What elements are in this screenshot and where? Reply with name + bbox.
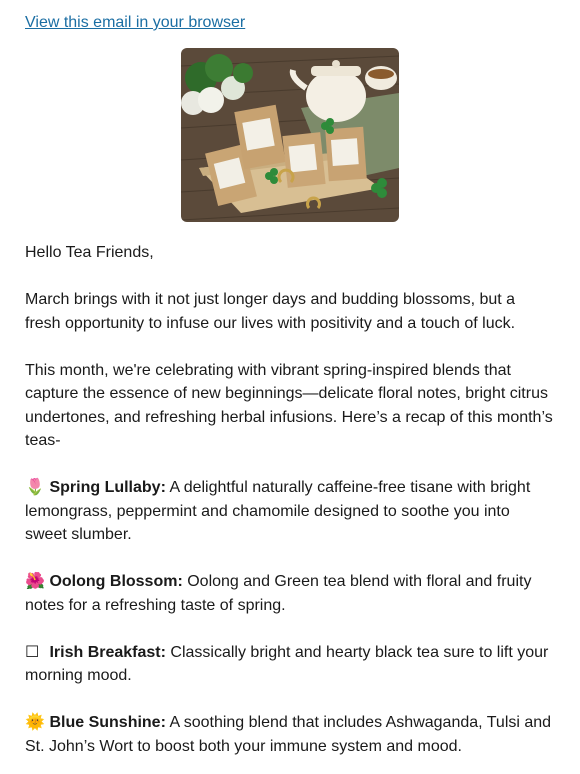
tea-description: A delightful naturally caffeine-free tisane with bright lemongrass, peppermint and chamomile designed to soothe you into sweet slumber. (25, 479, 531, 543)
tea-name: Oolong Blossom: (49, 573, 183, 590)
intro-paragraph: March brings with it not just longer days and budding blossoms, but a fresh opportunity to infuse our lives with positivity and a touch of luck. (25, 291, 516, 332)
hero-image (181, 48, 399, 222)
tea-name: Spring Lullaby: (49, 479, 166, 496)
tea-item-spring-lullaby (25, 476, 555, 547)
tea-name: Blue Sunshine: (49, 714, 166, 731)
tea-description: Oolong and Green tea blend with floral and fruity notes for a refreshing taste of spring. (25, 573, 532, 614)
sun-icon: 🌞 (25, 714, 45, 731)
tea-item-irish-breakfast (25, 641, 555, 688)
tea-description: Classically bright and hearty black tea sure to lift your morning mood. (25, 643, 549, 684)
celebration-paragraph: This month, we're celebrating with vibrant spring-inspired blends that capture the essence of new beginnings—delicate floral notes, bright citrus undertones, and refreshing herbal infusions. Here’s a recap of this month’s teas- (25, 361, 553, 449)
greeting: Hello Tea Friends, (25, 244, 154, 261)
tea-item-blue-sunshine (25, 711, 555, 758)
shamrock-icon: ☐ (25, 643, 40, 661)
tea-name: Irish Breakfast: (49, 643, 166, 661)
view-in-browser-link[interactable]: View this email in your browser (25, 14, 246, 31)
tulip-icon: 🌷 (25, 479, 45, 496)
hibiscus-icon: 🌺 (25, 573, 45, 590)
tea-item-oolong-blossom (25, 570, 555, 617)
tea-description: A soothing blend that includes Ashwaganda, Tulsi and St. John’s Wort to boost both your immune system and mood. (25, 714, 552, 755)
email-body (25, 241, 555, 774)
